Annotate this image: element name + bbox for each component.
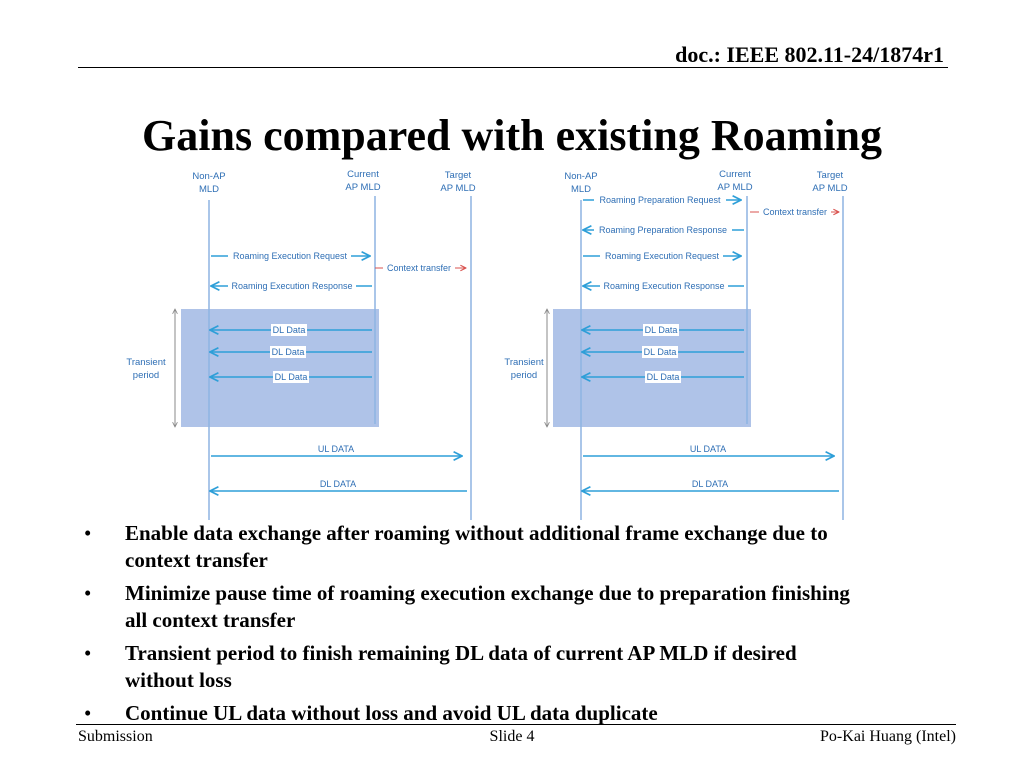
- bullet-marker: •: [84, 521, 92, 545]
- exec-response-label: Roaming Execution Response: [603, 281, 725, 291]
- bullet-text-continued: all context transfer: [125, 608, 296, 632]
- entity-non-ap-label-line2: MLD: [570, 184, 592, 195]
- ul-data-label: UL DATA: [317, 444, 355, 454]
- transient-label: Transient: [126, 357, 166, 368]
- prep-request-label: Roaming Preparation Request: [599, 195, 721, 205]
- transient-label-line2: period: [510, 370, 538, 381]
- dl-data-label-1: DL Data: [272, 325, 306, 335]
- bullet-text: Enable data exchange after roaming without additional frame exchange due to: [125, 521, 828, 545]
- entity-current-label: Current: [719, 169, 751, 180]
- dl-data-label-1: DL Data: [644, 325, 678, 335]
- exec-request-label: Roaming Execution Request: [232, 251, 348, 261]
- footer-slide-number: Slide 4: [489, 728, 535, 745]
- dl-data-label-3: DL Data: [646, 372, 680, 382]
- transient-label: Transient: [504, 357, 544, 368]
- dl-data-label-2: DL Data: [643, 347, 677, 357]
- bullet-item: [84, 580, 964, 634]
- ul-data-label: UL DATA: [689, 444, 727, 454]
- exec-response-label: Roaming Execution Response: [231, 281, 353, 291]
- dl-data-final-label: DL DATA: [319, 479, 357, 489]
- header-divider: [78, 67, 948, 68]
- dl-data-label-2: DL Data: [271, 347, 305, 357]
- entity-target-label-line2: AP MLD: [812, 183, 848, 194]
- bullet-text: Transient period to finish remaining DL data of current AP MLD if desired: [125, 641, 797, 665]
- prep-response-label: Roaming Preparation Response: [598, 225, 728, 235]
- bullet-text: Continue UL data without loss and avoid UL data duplicate: [125, 701, 658, 725]
- bullet-marker: •: [84, 701, 92, 725]
- bullet-marker: •: [84, 581, 92, 605]
- footer-divider: [76, 724, 956, 725]
- bullet-text-continued: context transfer: [125, 548, 268, 572]
- entity-target-label: Target: [444, 170, 472, 181]
- entity-non-ap-label: Non-AP: [192, 171, 226, 182]
- left-diagram-existing-roaming: [126, 169, 475, 520]
- gains-bullet-list: [84, 520, 964, 733]
- dl-data-final-label: DL DATA: [691, 479, 729, 489]
- bullet-item: [84, 640, 964, 694]
- bullet-item: [84, 520, 964, 574]
- entity-current-label-line2: AP MLD: [345, 182, 381, 193]
- exec-request-label: Roaming Execution Request: [604, 251, 720, 261]
- entity-non-ap-label-line2: MLD: [198, 184, 220, 195]
- document-id: doc.: IEEE 802.11-24/1874r1: [675, 42, 944, 67]
- bullet-marker: •: [84, 641, 92, 665]
- bullet-text-continued: without loss: [125, 668, 232, 692]
- footer-submission: Submission: [78, 728, 153, 745]
- entity-target-label: Target: [816, 170, 844, 181]
- context-transfer-label: Context transfer: [762, 207, 828, 217]
- entity-target-label-line2: AP MLD: [440, 183, 476, 194]
- entity-non-ap-label: Non-AP: [564, 171, 598, 182]
- transient-label-line2: period: [132, 370, 160, 381]
- entity-current-label-line2: AP MLD: [717, 182, 753, 193]
- right-diagram-proposed-roaming: [504, 169, 847, 520]
- footer-author: Po-Kai Huang (Intel): [820, 728, 956, 745]
- dl-data-label-3: DL Data: [274, 372, 308, 382]
- context-transfer-label: Context transfer: [386, 263, 452, 273]
- slide-title: Gains compared with existing Roaming: [142, 111, 882, 160]
- roaming-sequence-diagrams: [0, 160, 1024, 520]
- bullet-text: Minimize pause time of roaming execution exchange due to preparation finishing: [125, 581, 850, 605]
- entity-current-label: Current: [347, 169, 379, 180]
- bullet-item: [84, 700, 964, 727]
